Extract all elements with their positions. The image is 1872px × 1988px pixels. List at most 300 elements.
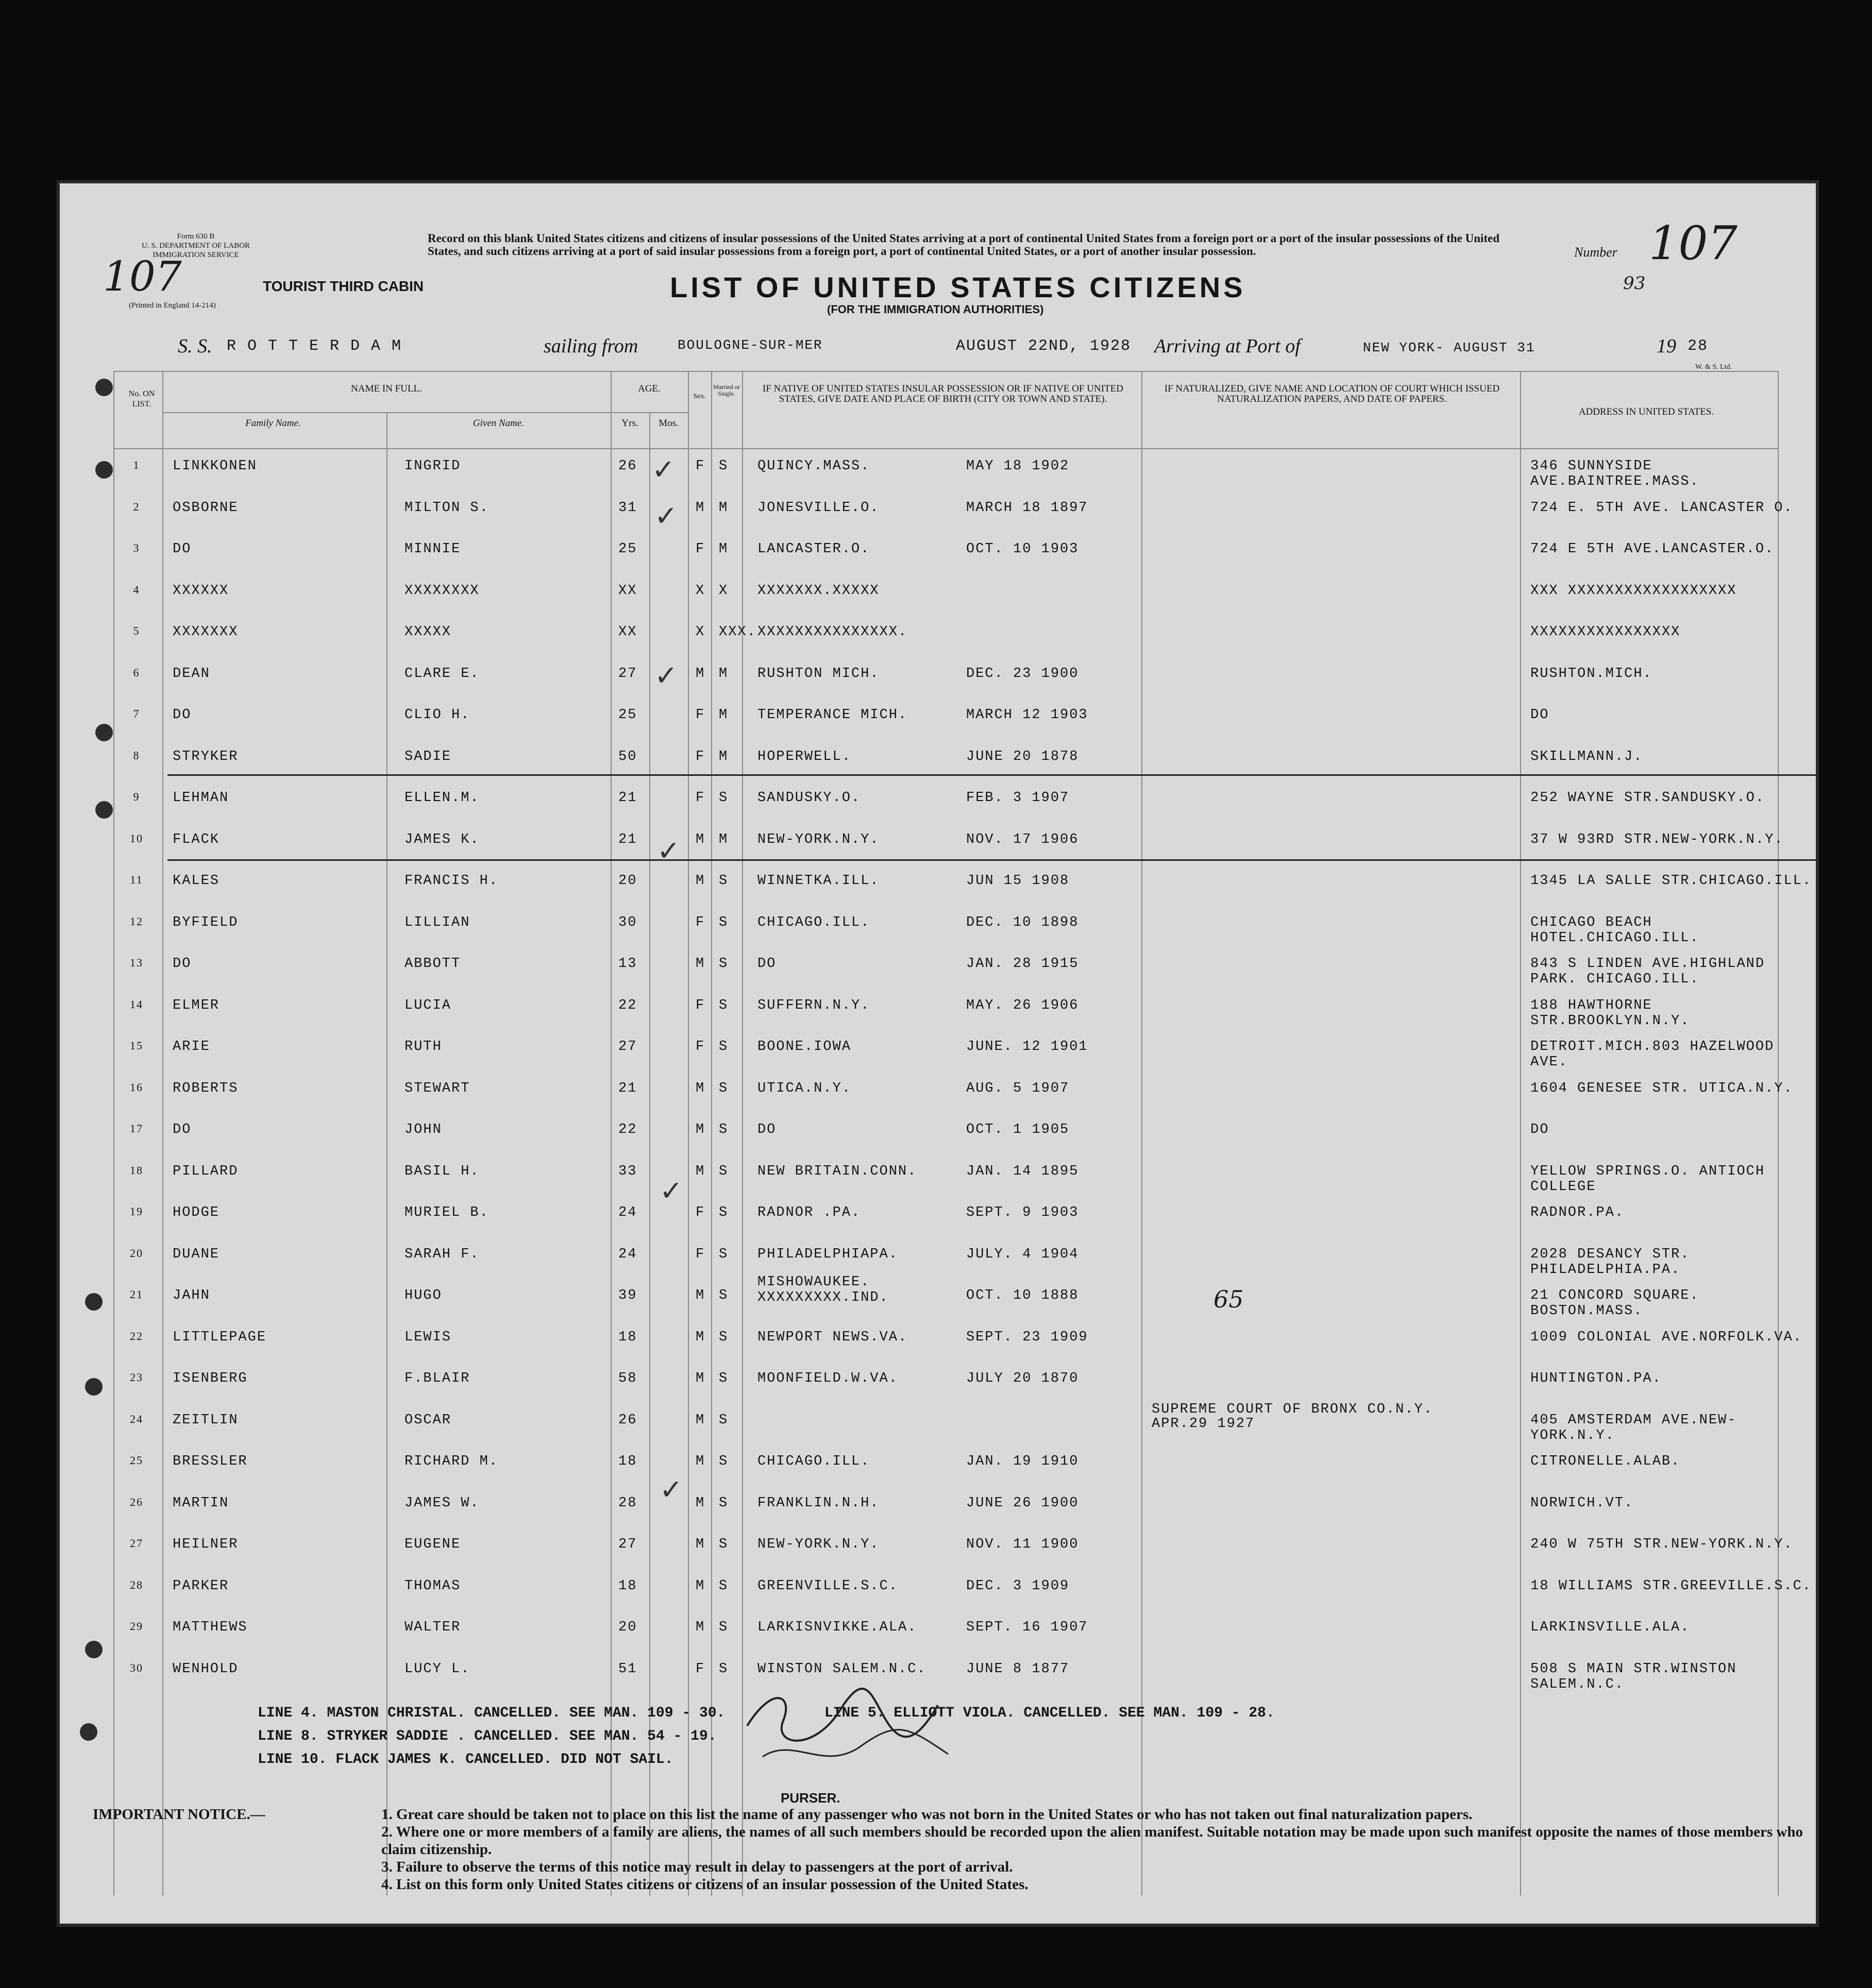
purser-label: PURSER. xyxy=(781,1790,840,1806)
marital-status: S xyxy=(719,1412,729,1428)
family-name: MATTHEWS xyxy=(173,1620,248,1635)
family-name: XXXXXX xyxy=(173,583,229,599)
table-row xyxy=(116,1122,1775,1162)
row-number: 21 xyxy=(130,1288,143,1301)
given-name: RUTH xyxy=(404,1039,442,1055)
marital-status: S xyxy=(719,873,729,889)
age: 28 xyxy=(618,1495,637,1511)
handwritten-left-number: 107 xyxy=(103,252,182,300)
age: 27 xyxy=(618,666,637,682)
given-name: LUCIA xyxy=(404,997,452,1013)
punch-hole xyxy=(95,801,113,819)
birth-date: JUNE 8 1877 xyxy=(966,1661,1070,1677)
family-name: DO xyxy=(173,956,192,972)
sex: M xyxy=(696,1412,705,1428)
table-row xyxy=(116,707,1775,747)
table-row xyxy=(116,790,1775,830)
sex: M xyxy=(696,1122,705,1137)
birth-place: GREENVILLE.S.C. xyxy=(757,1578,899,1594)
address: NORWICH.VT. xyxy=(1530,1495,1634,1511)
age: 27 xyxy=(618,1039,637,1055)
family-name: FLACK xyxy=(173,831,220,847)
header-married: Married or Single. xyxy=(713,383,740,397)
table-row xyxy=(116,873,1812,913)
marital-status: S xyxy=(719,458,729,474)
note-line10: LINE 10. FLACK JAMES K. CANCELLED. DID NOT SAIL. xyxy=(258,1752,673,1768)
notice-item-4: 4. List on this form only United States citizens or citizens of an insular possession of the United States. xyxy=(381,1876,1028,1893)
address: LARKINSVILLE.ALA. xyxy=(1530,1620,1690,1635)
row-number: 9 xyxy=(133,790,140,803)
birth-date: OCT. 10 1903 xyxy=(966,541,1079,557)
marital-status: S xyxy=(719,1329,729,1345)
sex: F xyxy=(696,1661,705,1677)
sailing-from-label: sailing from xyxy=(544,335,638,357)
sailing-date: AUGUST 22ND, 1928 xyxy=(956,337,1132,355)
birth-place: TEMPERANCE MICH. xyxy=(757,707,908,723)
given-name: LILLIAN xyxy=(404,914,470,930)
note-line8: LINE 8. STRYKER SADDIE . CANCELLED. SEE MAN. 54 - 19. xyxy=(258,1728,717,1744)
given-name: ABBOTT xyxy=(404,956,461,972)
header-yrs: Yrs. xyxy=(621,418,638,429)
punch-hole xyxy=(85,1293,103,1311)
marital-status: M xyxy=(719,749,729,764)
given-name: RICHARD M. xyxy=(404,1454,499,1469)
check-mark: ✓ xyxy=(660,1175,683,1207)
table-row xyxy=(116,541,1775,582)
notice-label: IMPORTANT NOTICE.— xyxy=(93,1806,265,1823)
family-name: HODGE xyxy=(173,1205,220,1220)
birth-date: SEPT. 23 1909 xyxy=(966,1329,1088,1345)
age: XX xyxy=(618,624,637,640)
birth-place: XXXXXXXXXXXXXXX. xyxy=(757,624,908,640)
age: 21 xyxy=(618,1080,637,1096)
marital-status: S xyxy=(719,1620,729,1635)
birth-date: MAY 18 1902 xyxy=(966,458,1070,474)
row-number: 7 xyxy=(133,707,140,720)
family-name: LINKKONEN xyxy=(173,458,257,474)
number-label: Number xyxy=(1574,245,1617,260)
birth-date: JAN. 28 1915 xyxy=(966,956,1079,972)
family-name: ISENBERG xyxy=(173,1371,248,1386)
table-row xyxy=(116,500,1793,540)
birth-place: UTICA.N.Y. xyxy=(757,1080,852,1096)
address: RADNOR.PA. xyxy=(1530,1205,1625,1220)
table-row xyxy=(116,1578,1812,1619)
family-name: HEILNER xyxy=(173,1537,239,1552)
sex: M xyxy=(696,831,705,847)
age: 21 xyxy=(618,831,637,847)
notice-item-3: 3. Failure to observe the terms of this notice may result in delay to passengers at the port of arrival. xyxy=(381,1859,1013,1875)
family-name: DO xyxy=(173,541,192,557)
row-number: 8 xyxy=(133,749,140,762)
row-number: 10 xyxy=(130,831,143,845)
printer-mark: W. & S. Ltd. xyxy=(1695,363,1732,371)
row-number: 20 xyxy=(130,1246,143,1260)
age: 22 xyxy=(618,1122,637,1137)
birth-date: FEB. 3 1907 xyxy=(966,790,1070,806)
family-name: BYFIELD xyxy=(173,914,239,930)
marital-status: M xyxy=(719,831,729,847)
age: 18 xyxy=(618,1454,637,1469)
port-to: NEW YORK- AUGUST 31 xyxy=(1363,340,1536,355)
given-name: SADIE xyxy=(404,749,452,764)
row-number: 18 xyxy=(130,1163,143,1177)
address: YELLOW SPRINGS.O. ANTIOCH COLLEGE xyxy=(1530,1163,1765,1195)
row-number: 29 xyxy=(130,1620,143,1633)
age: 33 xyxy=(618,1163,637,1179)
small-number: 93 xyxy=(1623,273,1646,294)
check-mark: ✓ xyxy=(652,453,676,486)
given-name: XXXXXXXX xyxy=(404,583,480,599)
sex: M xyxy=(696,1163,705,1179)
strike-line-row-8 xyxy=(167,774,1816,776)
form-number: Form 630 B xyxy=(177,232,215,241)
notice-item-1: 1. Great care should be taken not to place on this list the name of any passenger who was not born in the United States or who has not taken out final naturalization papers. xyxy=(381,1806,1473,1823)
sex: M xyxy=(696,1620,705,1635)
marital-status: S xyxy=(719,1454,729,1469)
address: 188 HAWTHORNE STR.BROOKLYN.N.Y. xyxy=(1530,997,1690,1029)
strike-line-row-10 xyxy=(167,859,1816,861)
marital-status: M xyxy=(719,500,729,516)
age: 13 xyxy=(618,956,637,972)
birth-date: DEC. 10 1898 xyxy=(966,914,1079,930)
grid-line xyxy=(113,371,1778,372)
year: 28 xyxy=(1688,337,1709,355)
address: 1009 COLONIAL AVE.NORFOLK.VA. xyxy=(1530,1329,1802,1345)
given-name: MINNIE xyxy=(404,541,461,557)
address: 252 WAYNE STR.SANDUSKY.O. xyxy=(1530,790,1765,806)
sex: F xyxy=(696,458,705,474)
birth-place: NEW-YORK.N.Y. xyxy=(757,1537,880,1552)
table-row xyxy=(116,1371,1775,1411)
birth-place: NEWPORT NEWS.VA. xyxy=(757,1329,908,1345)
sex: F xyxy=(696,790,705,806)
page-subtitle: (FOR THE IMMIGRATION AUTHORITIES) xyxy=(827,303,1044,316)
table-row xyxy=(116,1329,1802,1370)
birth-date: JULY. 4 1904 xyxy=(966,1246,1079,1262)
given-name: LUCY L. xyxy=(404,1661,470,1677)
page-title: LIST OF UNITED STATES CITIZENS xyxy=(670,271,1246,303)
age: 24 xyxy=(618,1246,637,1262)
age: 20 xyxy=(618,873,637,889)
handwritten-mark-65: 65 xyxy=(1213,1285,1244,1313)
sex: M xyxy=(696,1537,705,1552)
punch-hole xyxy=(85,1641,103,1658)
sex: F xyxy=(696,914,705,930)
birth-place: NEW BRITAIN.CONN. xyxy=(757,1163,917,1179)
check-mark: ✓ xyxy=(654,500,678,532)
sex: M xyxy=(696,1371,705,1386)
given-name: WALTER xyxy=(404,1620,461,1635)
family-name: ELMER xyxy=(173,997,220,1013)
family-name: BRESSLER xyxy=(173,1454,248,1469)
given-name: F.BLAIR xyxy=(404,1371,470,1386)
address: RUSHTON.MICH. xyxy=(1530,666,1652,682)
age: 31 xyxy=(618,500,637,516)
sex: X xyxy=(696,583,705,599)
row-number: 27 xyxy=(130,1537,143,1550)
row-number: 25 xyxy=(130,1454,143,1467)
given-name: OSCAR xyxy=(404,1412,452,1428)
address: SKILLMANN.J. xyxy=(1530,749,1643,764)
service: IMMIGRATION SERVICE xyxy=(153,251,239,259)
marital-status: S xyxy=(719,1537,729,1552)
row-number: 4 xyxy=(133,583,140,596)
naturalization: SUPREME COURT OF BRONX CO.N.Y. APR.29 1927 xyxy=(1152,1401,1433,1432)
marital-status: S xyxy=(719,1205,729,1220)
table-row xyxy=(116,831,1784,872)
age: 58 xyxy=(618,1371,637,1386)
age: 50 xyxy=(618,749,637,764)
row-number: 6 xyxy=(133,666,140,679)
birth-place: CHICAGO.ILL. xyxy=(757,914,870,930)
birth-date: JAN. 14 1895 xyxy=(966,1163,1079,1179)
sex: F xyxy=(696,707,705,723)
birth-place: JONESVILLE.O. xyxy=(757,500,880,516)
table-row xyxy=(116,666,1775,706)
birth-date: SEPT. 16 1907 xyxy=(966,1620,1088,1635)
given-name: ELLEN.M. xyxy=(404,790,480,806)
sex: M xyxy=(696,956,705,972)
birth-date: DEC. 3 1909 xyxy=(966,1578,1070,1594)
marital-status: X xyxy=(719,583,729,599)
family-name: DEAN xyxy=(173,666,210,682)
sex: M xyxy=(696,666,705,682)
table-row xyxy=(116,1401,1775,1453)
address: DO xyxy=(1530,707,1549,723)
purser-signature xyxy=(732,1664,979,1777)
birth-place: SANDUSKY.O. xyxy=(757,790,861,806)
marital-status: S xyxy=(719,1288,729,1303)
address: 240 W 75TH STR.NEW-YORK.N.Y. xyxy=(1530,1537,1793,1552)
birth-date: JUNE 20 1878 xyxy=(966,749,1079,764)
table-row xyxy=(116,624,1775,665)
given-name: CLIO H. xyxy=(404,707,470,723)
birth-date: MAY. 26 1906 xyxy=(966,997,1079,1013)
birth-place: QUINCY.MASS. xyxy=(757,458,870,474)
punch-hole xyxy=(80,1723,97,1741)
given-name: MILTON S. xyxy=(404,500,489,516)
family-name: PARKER xyxy=(173,1578,229,1594)
address: XXX XXXXXXXXXXXXXXXXXX xyxy=(1530,583,1737,599)
address: 724 E 5TH AVE.LANCASTER.O. xyxy=(1530,541,1775,557)
sex: M xyxy=(696,1495,705,1511)
age: 24 xyxy=(618,1205,637,1220)
year-prefix: 19 xyxy=(1657,335,1676,357)
header-naturalized: IF NATURALIZED, GIVE NAME AND LOCATION OF COURT WHICH ISSUED NATURALIZATION PAPERS, AND DATE OF PAPERS. xyxy=(1164,383,1500,404)
table-row xyxy=(116,1039,1775,1079)
given-name: JAMES K. xyxy=(404,831,480,847)
row-number: 22 xyxy=(130,1329,143,1343)
table-row xyxy=(116,1496,1775,1536)
table-row xyxy=(116,458,1775,499)
row-number: 23 xyxy=(130,1371,143,1384)
birth-date: MARCH 18 1897 xyxy=(966,500,1088,516)
birth-place: RADNOR .PA. xyxy=(757,1205,861,1220)
printed-note: (Printed in England 14-214) xyxy=(129,301,216,310)
birth-place: MISHOWAUKEE. XXXXXXXXX.IND. xyxy=(757,1275,889,1305)
address: 18 WILLIAMS STR.GREEVILLE.S.C. xyxy=(1530,1578,1812,1594)
punch-hole xyxy=(95,461,113,479)
sex: M xyxy=(696,1454,705,1469)
birth-place: RUSHTON MICH. xyxy=(757,666,880,682)
age: 18 xyxy=(618,1329,637,1345)
address: 1345 LA SALLE STR.CHICAGO.ILL. xyxy=(1530,873,1812,889)
table-row xyxy=(116,1205,1775,1245)
header-name: NAME IN FULL. xyxy=(351,383,422,394)
cabin-class: TOURIST THIRD CABIN xyxy=(263,278,424,294)
table-row xyxy=(116,998,1775,1038)
marital-status: S xyxy=(719,1080,729,1096)
address: 2028 DESANCY STR. PHILADELPHIA.PA. xyxy=(1530,1246,1690,1278)
header-birth: IF NATIVE OF UNITED STATES INSULAR POSSESSION OR IF NATIVE OF UNITED STATES, GIVE DATE AND PLACE OF BIRTH (CITY OR TOWN AND STATE). xyxy=(763,383,1123,404)
address: DETROIT.MICH.803 HAZELWOOD AVE. xyxy=(1530,1039,1775,1070)
age: 25 xyxy=(618,707,637,723)
address: CHICAGO BEACH HOTEL.CHICAGO.ILL. xyxy=(1530,914,1699,946)
birth-place: DO xyxy=(757,956,777,972)
age: 51 xyxy=(618,1661,637,1677)
address: 37 W 93RD STR.NEW-YORK.N.Y. xyxy=(1530,831,1784,847)
family-name: LEHMAN xyxy=(173,790,229,806)
intro-text: Record on this blank United States citizens and citizens of insular possessions of the United States arriving at a port of continental United States from a foreign port or a port of the insular possessions of the United States, and such citizens arriving at a port of said insular possessions from a foreign port, a port of continental United States, or a port of another insular possession. xyxy=(428,232,1500,258)
given-name: BASIL H. xyxy=(404,1163,480,1179)
marital-status: M xyxy=(719,707,729,723)
given-name: XXXXX xyxy=(404,624,452,640)
marital-status: M xyxy=(719,666,729,682)
birth-place: DO xyxy=(757,1122,777,1137)
manifest-sheet xyxy=(57,180,1819,1927)
birth-date: OCT. 10 1888 xyxy=(966,1288,1079,1303)
age: 27 xyxy=(618,1537,637,1552)
row-number: 5 xyxy=(133,624,140,637)
address: 508 S MAIN STR.WINSTON SALEM.N.C. xyxy=(1530,1661,1737,1692)
age: 26 xyxy=(618,458,637,474)
family-name: DO xyxy=(173,707,192,723)
header-mos: Mos. xyxy=(659,418,679,429)
marital-status: S xyxy=(719,914,729,930)
birth-date: JAN. 19 1910 xyxy=(966,1454,1079,1469)
row-number: 16 xyxy=(130,1080,143,1094)
family-name: WENHOLD xyxy=(173,1661,239,1677)
arriving-label: Arriving at Port of xyxy=(1154,335,1301,357)
table-row xyxy=(116,956,1775,996)
birth-date: JUN 15 1908 xyxy=(966,873,1070,889)
marital-status: S xyxy=(719,956,729,972)
table-row xyxy=(116,1275,1775,1328)
row-number: 1 xyxy=(133,458,140,471)
sex: M xyxy=(696,873,705,889)
family-name: LITTLEPAGE xyxy=(173,1329,267,1345)
sex: F xyxy=(696,1246,705,1262)
birth-place: FRANKLIN.N.H. xyxy=(757,1495,880,1511)
sex: X xyxy=(696,624,705,640)
check-mark: ✓ xyxy=(660,1473,683,1506)
table-row xyxy=(116,1454,1775,1494)
birth-date: AUG. 5 1907 xyxy=(966,1080,1070,1096)
birth-place: PHILADELPHIAPA. xyxy=(757,1246,899,1262)
marital-status: S xyxy=(719,1122,729,1137)
given-name: FRANCIS H. xyxy=(404,873,499,889)
header-given: Given Name. xyxy=(473,418,525,429)
address: 21 CONCORD SQUARE. BOSTON.MASS. xyxy=(1530,1288,1699,1319)
department: U. S. DEPARTMENT OF LABOR xyxy=(142,242,250,250)
age: 20 xyxy=(618,1620,637,1635)
age: 25 xyxy=(618,541,637,557)
birth-date: JUNE 26 1900 xyxy=(966,1495,1079,1511)
birth-place: XXXXXXX.XXXXX xyxy=(757,583,880,599)
family-name: XXXXXXX xyxy=(173,624,239,640)
birth-place: CHICAGO.ILL. xyxy=(757,1454,870,1469)
sex: M xyxy=(696,1329,705,1345)
note-line5: LINE 5. ELLIOTT VIOLA. CANCELLED. SEE MAN. 109 - 28. xyxy=(824,1705,1275,1721)
birth-date: DEC. 23 1900 xyxy=(966,666,1079,682)
address: CITRONELLE.ALAB. xyxy=(1530,1454,1681,1469)
important-notice xyxy=(93,1806,1809,1893)
given-name: HUGO xyxy=(404,1288,442,1303)
row-number: 19 xyxy=(130,1205,143,1218)
punch-hole xyxy=(95,379,113,396)
marital-status: S xyxy=(719,1039,729,1055)
punch-hole xyxy=(95,724,113,741)
given-name: EUGENE xyxy=(404,1537,461,1552)
table-row xyxy=(116,1620,1775,1660)
port-from: BOULOGNE-SUR-MER xyxy=(678,337,823,353)
family-name: DO xyxy=(173,1122,192,1137)
address: 724 E. 5TH AVE. LANCASTER O. xyxy=(1530,500,1793,516)
header-no: No. ON LIST. xyxy=(128,389,155,409)
row-number: 14 xyxy=(130,997,143,1011)
header-sex: Sex. xyxy=(693,393,706,400)
marital-status: M xyxy=(719,541,729,557)
marital-status: S xyxy=(719,1495,729,1511)
given-name: MURIEL B. xyxy=(404,1205,489,1220)
age: 30 xyxy=(618,914,637,930)
row-number: 30 xyxy=(130,1661,143,1674)
sex: M xyxy=(696,1080,705,1096)
table-row xyxy=(116,1080,1793,1121)
given-name: CLARE E. xyxy=(404,666,480,682)
family-name: ARIE xyxy=(173,1039,210,1055)
birth-date: NOV. 11 1900 xyxy=(966,1537,1079,1552)
address: 1604 GENESEE STR. UTICA.N.Y. xyxy=(1530,1080,1793,1096)
sex: F xyxy=(696,541,705,557)
birth-date: MARCH 12 1903 xyxy=(966,707,1088,723)
family-name: OSBORNE xyxy=(173,500,239,516)
check-mark: ✓ xyxy=(654,659,678,692)
marital-status: S xyxy=(719,1371,729,1386)
birth-date: OCT. 1 1905 xyxy=(966,1122,1070,1137)
age: 26 xyxy=(618,1412,637,1428)
handwritten-number: 107 xyxy=(1649,216,1738,270)
address: HUNTINGTON.PA. xyxy=(1530,1371,1662,1386)
table-row xyxy=(116,1164,1775,1204)
row-number: 15 xyxy=(130,1039,143,1052)
given-name: JAMES W. xyxy=(404,1495,480,1511)
row-number: 11 xyxy=(130,873,143,886)
grid-line xyxy=(113,448,1778,449)
birth-place: LARKISNVIKKE.ALA. xyxy=(757,1620,917,1635)
birth-date: JUNE. 12 1901 xyxy=(966,1039,1088,1055)
age: 21 xyxy=(618,790,637,806)
birth-place: WINSTON SALEM.N.C. xyxy=(757,1661,926,1677)
row-number: 17 xyxy=(130,1122,143,1135)
family-name: PILLARD xyxy=(173,1163,239,1179)
given-name: INGRID xyxy=(404,458,461,474)
address: 843 S LINDEN AVE.HIGHLAND PARK. CHICAGO.ILL. xyxy=(1530,956,1765,987)
row-number: 28 xyxy=(130,1578,143,1591)
birth-place: SUFFERN.N.Y. xyxy=(757,997,870,1013)
birth-date: NOV. 17 1906 xyxy=(966,831,1079,847)
